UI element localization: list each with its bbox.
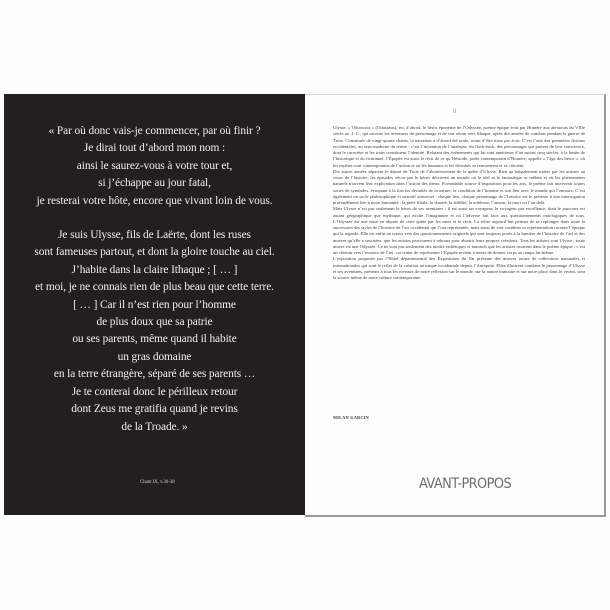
left-page-epigraph bbox=[4, 94, 305, 515]
poem-line: [ … ] Car il n’est rien pour l’homme bbox=[73, 298, 236, 311]
stanza-break bbox=[4, 210, 305, 227]
book-spread bbox=[4, 94, 605, 515]
body-paragraph: Mais Ulysse n’est pas seulement le héros de ses aventures ; il est aussi un voyageur, le voyageur par excellence, dont le parcours est autant géographique que mythique, qui excite l’imaginaire et où l’adverse fait face aux questionnements ontologiques de tous. L’Odyssée est une mise en abyme de cette quête par les mots et le récit. La relire aujourd’hui permet de se replonger dans toute la succession des styles de l’histoire de l’art occidental qui l’ont représentée, mais aussi de voir combien sa représentation raconte l’époque qui la regarde. Elle est enfin un retour vers des questionnements originels qui sont toujours posés à la lumière de l’histoire de l’art et des œuvres qu’elle a suscitées, que les artistes parcourent à rebours pour aboutir leurs propres créations. Tous les artistes sont Ulysse ; toute œuvre est une Odyssée. Ce ne sont pas seulement des motifs esthétiques et narratifs que les artistes trouvent dans le poème épique ; c’est un chemin vers l’essence de l’art, car tenter de représenter l’Épopée revient à tenter de donner corps au temps lui-même. bbox=[333, 206, 585, 255]
poem-line: ainsi le saurez-vous à votre tour et, bbox=[76, 159, 233, 172]
poem-line: ou ses parents, même quand il habite bbox=[72, 333, 237, 346]
poem-line: sont fameuses partout, et dont la gloire touche au ciel. bbox=[34, 246, 275, 259]
poem-line: et moi, je ne connais rien de plus beau que cette terre. bbox=[35, 281, 274, 294]
body-paragraph: L’exposition proposée par l’Hôtel départemental des Expositions du Var présente des œuvres issues de collections nationales et internationales qui sont le reflet de la création artistique occidentale depuis l’Antiquité. Elles illustrent combien le personnage d’Ulysse et ses aventures, présents à tous les niveaux de notre réflexion sur le monde, sur la nature humaine et sur notre place dans le vivant, sont la source même de notre culture contemporaine. bbox=[333, 256, 585, 280]
poem-line: un gras domaine bbox=[117, 350, 192, 363]
author-signature: MILAN GARCIN bbox=[333, 415, 370, 420]
body-paragraph: Dix autres années séparent le départ de Troie de l’aboutissement de la quête d’Ulysse. Bien qu’inégalement traités par les artistes au cours de l’histoire, les épisodes vécus par le héros décrivent un monde où le réel et le fantastique se mêlent et où les phénomènes naturels trouvent leur explication dans l’action des dieux. Formidable source d’inspiration pour les arts, le poème fait intervenir toutes sortes de symboles, évoquant à la fois les divinités de la nature, la condition de l’homme et son lien avec le monde qui l’entoure. C’est également un socle philosophique et narratif universel : chaque lieu, chaque personnage de l’histoire est le prétexte à une interrogation profondément liée à notre humanité : la piété filiale, la charité, la fidélité, la noblesse, l’amour, la mort ou l’au-delà. bbox=[333, 168, 585, 205]
poem-epigraph bbox=[4, 123, 305, 436]
poem-citation: Chant IX, v.30-38 bbox=[140, 480, 175, 485]
poem-line: dont Zeus me gratifia quand je revins bbox=[71, 403, 238, 416]
section-title: AVANT-PROPOS bbox=[419, 476, 512, 492]
poem-line: « Par où donc vais-je commencer, par où finir ? bbox=[48, 125, 261, 137]
poem-line: de la Troade. » bbox=[121, 420, 188, 433]
poem-line: J’habite dans la claire Ithaque ; [ … ] bbox=[71, 263, 238, 276]
poem-line: en la terre étrangère, séparé de ses parents … bbox=[53, 368, 256, 381]
poem-line: si j’échappe au jour fatal, bbox=[98, 177, 211, 190]
poem-line: je resterai votre hôte, encore que vivant loin de vous. bbox=[36, 194, 273, 207]
right-page-foreword bbox=[305, 94, 606, 517]
poem-line: Je suis Ulysse, fils de Laërte, dont les ruses bbox=[58, 229, 251, 242]
poem-line: Je dirai tout d’abord mon nom : bbox=[83, 142, 226, 155]
poem-line: de plus doux que sa patrie bbox=[96, 316, 213, 329]
page-number: II bbox=[452, 109, 457, 115]
poem-line: Je te conterai donc le périlleux retour bbox=[71, 385, 238, 398]
body-paragraph: Ulysse, « Ὀδυσσεύς » (Odusséus), est, d’abord, le héros éponyme de l’Odyssée, poème épique écrit par Homère aux alentours du VIIIe siècle av. J.-C., qui raconte les aventures du personnage et de son retour vers Ithaque, après dix années de combats pendant la guerre de Troie. Constituée de vingt-quatre chants, la narration a d’abord été orale, avant d’être mise par écrit. C’est l’une des premières fictions occidentales, au sens moderne du terme : c’est l’invention de l’analepse, du flash-back, des personnages qui parlent de leur conscience, dont le caractère et les traits constituent l’identité. Relatant des événements qui lui sont antérieurs d’au moins cinq siècles, à la limite de l’historique et du fictionnel, l’Épopée est aussi le récit de ce qu’Hésiode, poète contemporain d’Homère, appelle « l’âge des héros », où les mythes sont contemporains de l’action et où les humains et les divinités se rencontrent et se côtoient. bbox=[333, 125, 585, 168]
foreword-body bbox=[333, 125, 585, 281]
